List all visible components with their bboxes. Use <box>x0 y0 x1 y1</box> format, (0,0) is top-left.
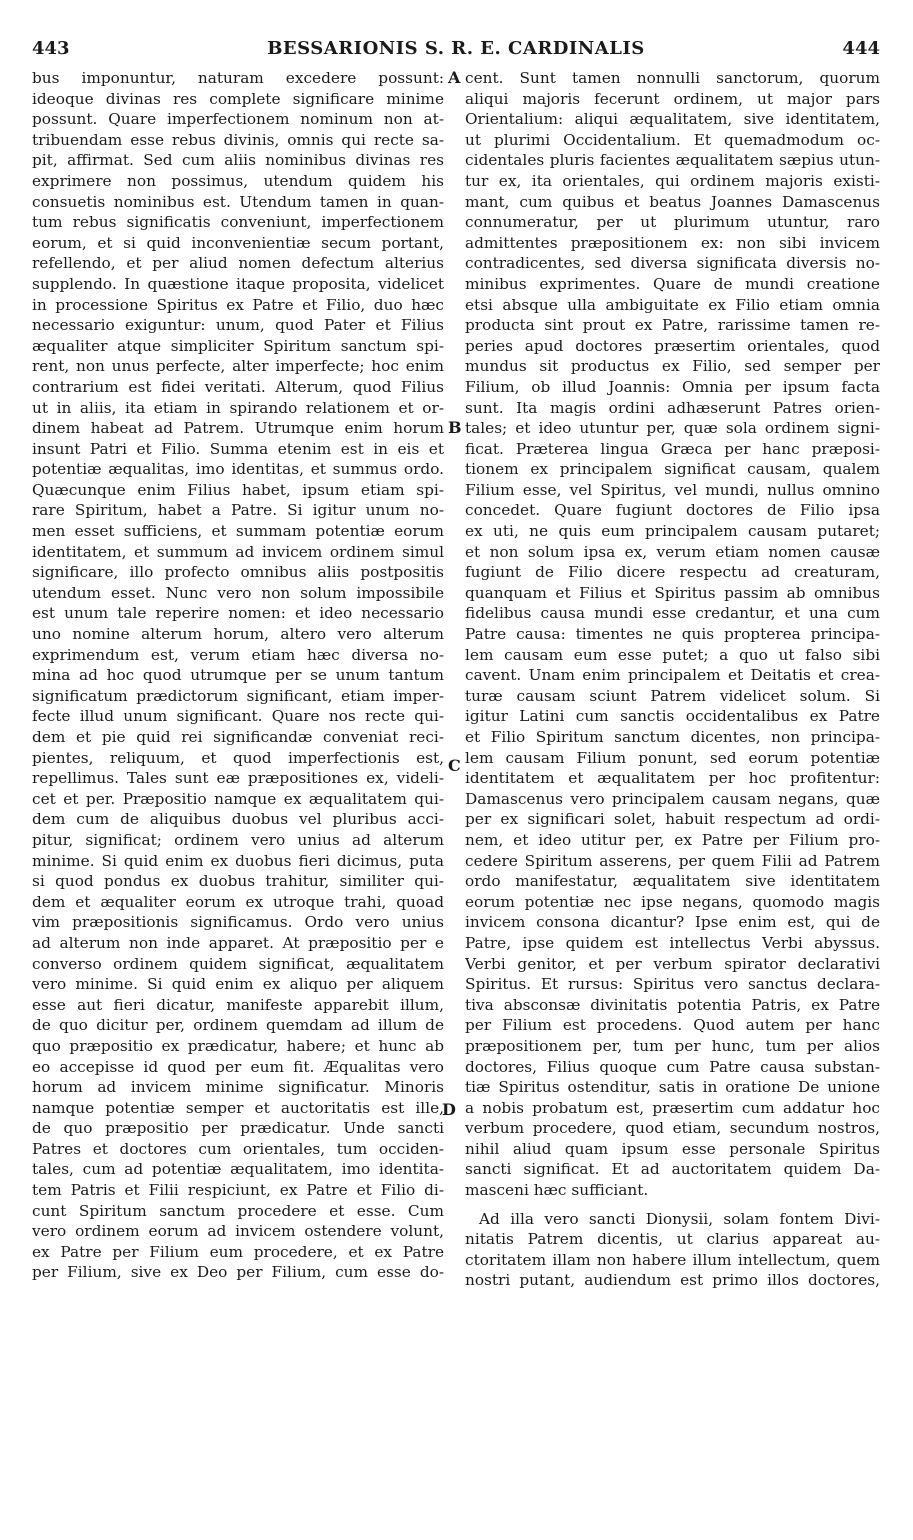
text-line: dem cum de aliquibus duobus vel pluribus acci- <box>32 810 444 829</box>
text-line: nihil aliud quam ipsum esse personale Spiritus <box>465 1139 880 1158</box>
text-line: tales, cum ad potentiæ æqualitatem, imo identita- <box>32 1160 444 1179</box>
text-line: contradicentes, sed diversa significata diversis no- <box>465 254 880 273</box>
text-line: pit, affirmat. Sed cum aliis nominibus divinas res <box>32 151 444 170</box>
text-line: fidelibus causa mundi esse credantur, et una cum <box>465 604 880 623</box>
text-line: de quo præpositio per prædicatur. Unde sancti <box>32 1119 444 1138</box>
text-line: cent. Sunt tamen nonnulli sanctorum, quorum <box>465 69 880 87</box>
text-line: mant, cum quibus et beatus Joannes Damascenus <box>465 192 880 211</box>
text-line: a nobis probatum est, præsertim cum addatur hoc <box>465 1098 880 1117</box>
text-line: esse aut fieri dicatur, manifeste apparebit illum, <box>32 995 444 1014</box>
text-line: per ex significari solet, habuit respectum ad ordi- <box>465 810 880 829</box>
text-line: pientes, reliquum, et quod imperfectionis est, <box>32 748 444 767</box>
text-line: ex uti, ne quis eum principalem causam putaret; <box>465 522 880 541</box>
text-line: dinem habeat ad Patrem. Utrumque enim horum <box>32 419 444 438</box>
text-line: est unum tale reperire nomen: et ideo necessario <box>32 604 444 623</box>
text-line: masceni hæc sufficiant. <box>465 1181 649 1200</box>
text-line: vim præpositionis significamus. Ordo vero unius <box>32 913 444 932</box>
text-line: eorum, et si quid inconvenientiæ secum portant, <box>32 233 444 252</box>
text-line: Patres et doctores cum orientales, tum occiden- <box>32 1139 444 1158</box>
text-line: ideoque divinas res complete significare minime <box>32 89 444 108</box>
text-line: nem, et ideo utitur per, ex Patre per Filium pro- <box>465 830 880 849</box>
text-line: repellimus. Tales sunt eæ præpositiones ex, videli- <box>32 769 444 788</box>
text-line: nostri putant, audiendum est primo illos doctores, <box>465 1271 880 1290</box>
text-line: possunt. Quare imperfectionem nominum non at- <box>32 110 444 129</box>
text-line: eorum potentiæ nec ipse negans, quomodo magis <box>465 892 880 911</box>
text-line: minime. Si quid enim ex duobus fieri dicimus, puta <box>32 851 444 870</box>
text-line: producta sint prout ex Patre, rarissime tamen re- <box>465 316 880 335</box>
text-line: quo præpositio ex prædicatur, habere; et hunc ab <box>32 1036 444 1055</box>
text-line: minibus exprimentes. Quare de mundi creatione <box>465 274 880 293</box>
text-line: dem et pie quid rei significandæ conveniat reci- <box>32 728 444 746</box>
text-line: utendum esset. Nunc vero non solum impossibile <box>32 583 444 602</box>
text-line: supplendo. In quæstione itaque proposita, videlicet <box>32 274 444 293</box>
text-line: Ad illa vero sancti Dionysii, solam fontem Divi- <box>479 1209 880 1228</box>
text-line: mina ad hoc quod utrumque per se unum tantum <box>32 666 444 685</box>
text-line: tales; et ideo utuntur per, quæ sola ordinem signi- <box>465 419 880 438</box>
text-line: vero ordinem eorum ad invicem ostendere volunt, <box>32 1222 444 1241</box>
text-line: Orientalium: aliqui æqualitatem, sive identitatem, <box>465 110 880 129</box>
text-line: tribuendam esse rebus divinis, omnis qui recte sa- <box>32 130 444 149</box>
text-line: cedere Spiritum asserens, per quem Filii ad Patrem <box>465 851 880 870</box>
text-line: namque potentiæ semper et auctoritatis est ille, <box>32 1098 444 1117</box>
page-number-right: 444 <box>842 38 880 59</box>
text-line: ex Patre per Filium eum procedere, et ex Patre <box>32 1242 444 1261</box>
text-line: identitatem et æqualitatem per hoc profitentur: <box>465 769 880 788</box>
text-line: tum rebus significatis conveniunt, imperfectionem <box>32 213 444 232</box>
text-line: Spiritus. Et rursus: Spiritus vero sanctus declara- <box>465 975 880 994</box>
text-line: Patre causa: timentes ne quis propterea principa- <box>465 625 880 644</box>
text-line: pitur, significat; ordinem vero unius ad alterum <box>32 830 444 849</box>
text-line: etsi absque ulla ambiguitate ex Filio etiam omnia <box>465 295 880 314</box>
text-line: bus imponuntur, naturam excedere possunt: <box>32 69 444 87</box>
text-line: igitur Latini cum sanctis occidentalibus ex Patre <box>465 707 880 726</box>
text-line: identitatem, et summum ad invicem ordinem simul <box>32 542 444 561</box>
text-line: ut plurimi Occidentalium. Et quemadmodum oc- <box>465 130 880 149</box>
text-line: fecte illud unum significant. Quare nos recte qui- <box>32 707 444 726</box>
text-line: cet et per. Præpositio namque ex æqualitatem qui- <box>32 789 444 808</box>
text-line: contrarium est fidei veritati. Alterum, quod Filius <box>32 377 444 396</box>
text-line: insunt Patri et Filio. Summa etenim est in eis et <box>32 439 444 458</box>
text-line: præpositionem per, tum per hunc, tum per alios <box>465 1036 880 1055</box>
text-line: ctoritatem illam non habere illum intellectum, quem <box>465 1250 880 1269</box>
text-line: æqualiter atque simpliciter Spiritum sanctum spi- <box>32 336 444 355</box>
text-line: nitatis Patrem dicentis, ut clarius appareat au- <box>465 1230 880 1249</box>
text-line: mundus sit productus ex Filio, sed semper per <box>465 357 880 376</box>
text-line: tem Patris et Filii respiciunt, ex Patre et Filio di- <box>32 1181 444 1200</box>
page-number-left: 443 <box>32 38 70 59</box>
text-line: et Filio Spiritum sanctum dicentes, non principa- <box>465 728 880 746</box>
text-line: rare Spiritum, habet a Patre. Si igitur unum no- <box>32 501 444 520</box>
text-line: Patre, ipse quidem est intellectus Verbi abyssus. <box>465 933 880 952</box>
right-text-column <box>465 68 880 1291</box>
text-line: refellendo, et per aliud nomen defectum alterius <box>32 254 444 273</box>
text-line: doctores, Filius quoque cum Patre causa substan- <box>465 1057 880 1076</box>
text-line: converso ordinem quidem significat, æqualitatem <box>32 954 444 973</box>
text-line: in processione Spiritus ex Patre et Filio, duo hæc <box>32 295 444 314</box>
text-line: dem et æqualiter eorum ex utroque trahi, quoad <box>32 892 444 911</box>
text-line: Damascenus vero principalem causam negans, quæ <box>465 789 880 808</box>
text-line: horum ad invicem minime significatur. Minoris <box>32 1078 444 1097</box>
text-line: necessario exiguntur: unum, quod Pater et Filius <box>32 316 444 335</box>
text-line: aliqui majoris fecerunt ordinem, ut major pars <box>465 89 880 108</box>
text-line: tur ex, ita orientales, qui ordinem majoris existi- <box>465 171 880 190</box>
margin-marker-d: D <box>442 1100 456 1119</box>
text-line: per Filium, sive ex Deo per Filium, cum esse do- <box>32 1263 444 1282</box>
text-line: invicem consona dicantur? Ipse enim est, qui de <box>465 913 880 932</box>
text-line: Verbi genitor, et per verbum spirator declarativi <box>465 954 880 973</box>
text-line: connumeratur, per ut plurimum utuntur, raro <box>465 213 880 232</box>
text-line: cavent. Unam enim principalem et Deitatis et crea- <box>465 666 880 685</box>
text-line: quanquam et Filius et Spiritus passim ab omnibus <box>465 583 880 602</box>
text-line: vero minime. Si quid enim ex aliquo per aliquem <box>32 975 444 994</box>
text-line: exprimere non possimus, utendum quidem his <box>32 171 444 190</box>
text-line: et non solum ipsa ex, verum etiam nomen causæ <box>465 542 880 561</box>
text-line: tionem ex principalem significat causam, qualem <box>465 460 880 479</box>
text-line: fugiunt de Filio dicere respectu ad creaturam, <box>465 563 880 582</box>
text-line: turæ causam sciunt Patrem videlicet solum. Si <box>465 686 880 705</box>
margin-marker-a: A <box>448 68 461 87</box>
text-line: significare, illo profecto omnibus aliis postpositis <box>32 563 444 582</box>
text-line: sancti significat. Et ad auctoritatem quidem Da- <box>465 1160 880 1179</box>
running-title: BESSARIONIS S. R. E. CARDINALIS <box>267 38 645 59</box>
text-line: tiva absconsæ divinitatis potentia Patris, ex Patre <box>465 995 880 1014</box>
text-line: Quæcunque enim Filius habet, ipsum etiam spi- <box>32 480 444 499</box>
text-line: men esset sufficiens, et summam potentiæ eorum <box>32 522 444 541</box>
text-line: ad alterum non inde apparet. At præpositio per e <box>32 933 444 952</box>
text-line: lem causam eum esse putet; a quo ut falso sibi <box>465 645 880 664</box>
text-line: concedet. Quare fugiunt doctores de Filio ipsa <box>465 501 880 520</box>
text-line: eo accepisse id quod per eum fit. Æqualitas vero <box>32 1057 444 1076</box>
text-line: sunt. Ita magis ordini adhæserunt Patres orien- <box>465 398 880 417</box>
text-line: admittentes præpositionem ex: non sibi invicem <box>465 233 880 252</box>
running-header <box>32 38 880 64</box>
text-line: peries apud doctores præsertim orientales, quod <box>465 336 880 355</box>
text-line: Filium, ob illud Joannis: Omnia per ipsum facta <box>465 377 880 396</box>
text-line: per Filium est procedens. Quod autem per hanc <box>465 1016 880 1035</box>
text-line: uno nomine alterum horum, altero vero alterum <box>32 625 444 644</box>
text-line: de quo dicitur per, ordinem quemdam ad illum de <box>32 1016 444 1035</box>
text-line: ficat. Præterea lingua Græca per hanc præposi- <box>465 439 880 458</box>
text-line: exprimendum est, verum etiam hæc diversa no- <box>32 645 444 664</box>
text-line: significatum prædictorum significant, etiam imper- <box>32 686 444 705</box>
left-text-column <box>32 68 444 1283</box>
text-line: consuetis nominibus est. Utendum tamen in quan- <box>32 192 444 211</box>
text-line: tiæ Spiritus ostenditur, satis in oratione De unione <box>465 1078 880 1097</box>
text-line: lem causam Filium ponunt, sed eorum potentiæ <box>465 748 880 767</box>
text-line: ut in aliis, ita etiam in spirando relationem et or- <box>32 398 444 417</box>
text-line: potentiæ æqualitas, imo identitas, et summus ordo. <box>32 460 444 479</box>
paragraph-gap <box>465 1201 880 1209</box>
text-line: verbum procedere, quod etiam, secundum nostros, <box>465 1119 880 1138</box>
margin-marker-c: C <box>448 756 461 775</box>
text-line: cidentales pluris facientes æqualitatem sæpius utun- <box>465 151 880 170</box>
text-line: si quod pondus ex duobus trahitur, similiter qui- <box>32 872 444 891</box>
margin-marker-b: B <box>448 418 462 437</box>
text-line: cunt Spiritum sanctum procedere et esse. Cum <box>32 1201 444 1220</box>
text-line: Filium esse, vel Spiritus, vel mundi, nullus omnino <box>465 480 880 499</box>
text-line: ordo manifestatur, æqualitatem sive identitatem <box>465 872 880 891</box>
text-line: rent, non unus perfecte, alter imperfecte; hoc enim <box>32 357 444 376</box>
